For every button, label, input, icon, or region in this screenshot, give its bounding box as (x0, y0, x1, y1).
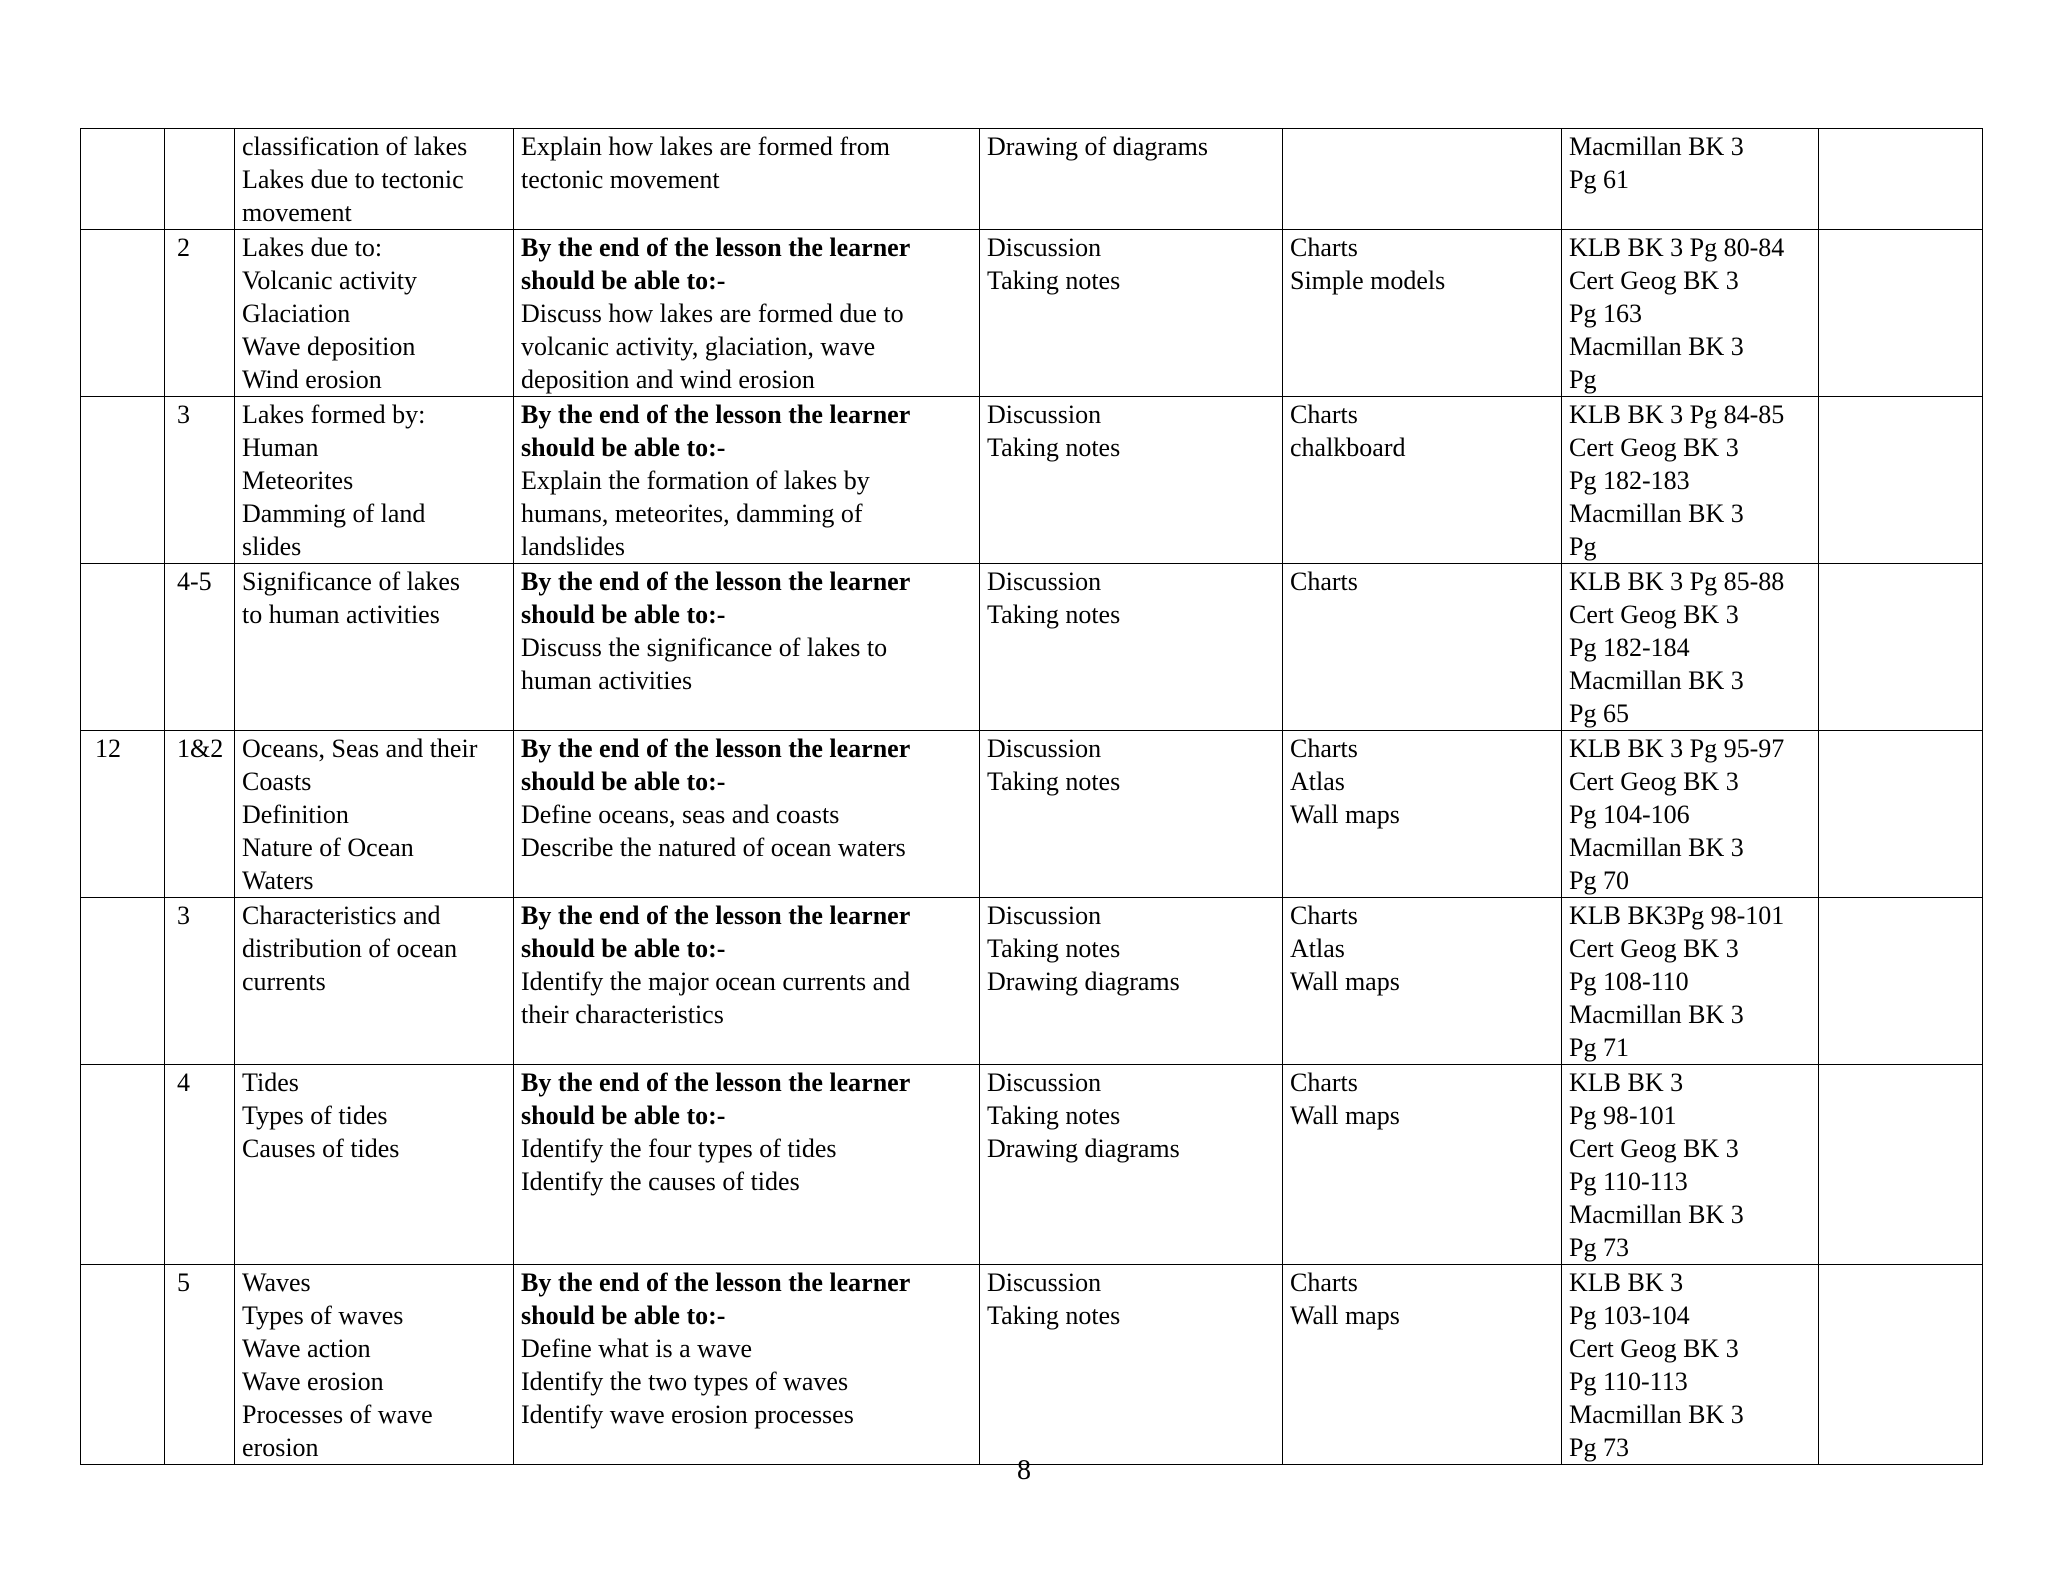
cell-line: volcanic activity, glaciation, wave (521, 332, 876, 361)
cell-line: Tides (242, 1068, 299, 1097)
activities-cell (980, 397, 1283, 564)
cell-line: Pg 98-101 (1569, 1101, 1677, 1130)
cell-line: Glaciation (242, 299, 351, 328)
cell-line: Cert Geog BK 3 (1569, 266, 1739, 295)
cell-line: their characteristics (521, 1000, 724, 1029)
lesson-cell (165, 230, 235, 397)
cell-line: Charts (1290, 901, 1358, 930)
cell-line: Macmillan BK 3 (1569, 1200, 1744, 1229)
activities-cell (980, 129, 1283, 230)
cell-line: Explain the formation of lakes by (521, 466, 870, 495)
cell-line: KLB BK 3 Pg 95-97 (1569, 734, 1785, 763)
cell-line: should be able to:- (521, 600, 726, 629)
cell-line: Oceans, Seas and their (242, 734, 478, 763)
week-cell (81, 731, 165, 898)
cell-line: Wall maps (1290, 967, 1400, 996)
table-row (81, 1265, 1983, 1465)
remarks-cell (1819, 731, 1983, 898)
cell-line: classification of lakes (242, 132, 468, 161)
cell-line: KLB BK 3 (1569, 1268, 1684, 1297)
week-cell (81, 898, 165, 1065)
activities-cell (980, 564, 1283, 731)
resources-cell (1283, 1265, 1562, 1465)
cell-line: Wave action (242, 1334, 371, 1363)
cell-line: Pg 104-106 (1569, 800, 1690, 829)
cell-line: Drawing diagrams (987, 967, 1180, 996)
references-cell (1562, 898, 1819, 1065)
cell-line: Discussion (987, 567, 1102, 596)
cell-line: Wall maps (1290, 1101, 1400, 1130)
week-cell (81, 129, 165, 230)
topic-cell (235, 129, 514, 230)
cell-line: Identify the causes of tides (521, 1167, 800, 1196)
cell-line: By the end of the lesson the learner (521, 400, 911, 429)
table-row (81, 397, 1983, 564)
cell-line: Meteorites (242, 466, 354, 495)
cell-line: Macmillan BK 3 (1569, 666, 1744, 695)
activities-cell (980, 1265, 1283, 1465)
topic-cell (235, 230, 514, 397)
cell-line: Cert Geog BK 3 (1569, 767, 1739, 796)
cell-line: Cert Geog BK 3 (1569, 433, 1739, 462)
cell-line: to human activities (242, 600, 440, 629)
cell-line: 4 (177, 1068, 190, 1097)
table-body (81, 129, 1983, 1465)
cell-line: Cert Geog BK 3 (1569, 1134, 1739, 1163)
cell-line: movement (242, 198, 352, 227)
cell-line: should be able to:- (521, 266, 726, 295)
objectives-cell (514, 898, 980, 1065)
cell-line: should be able to:- (521, 767, 726, 796)
cell-line: Macmillan BK 3 (1569, 499, 1744, 528)
topic-cell (235, 898, 514, 1065)
cell-line: erosion (242, 1433, 319, 1462)
cell-line: Identify wave erosion processes (521, 1400, 854, 1429)
cell-line: Macmillan BK 3 (1569, 132, 1744, 161)
objectives-cell (514, 1265, 980, 1465)
remarks-cell (1819, 564, 1983, 731)
cell-line: Discussion (987, 734, 1102, 763)
cell-line: Pg 163 (1569, 299, 1642, 328)
remarks-cell (1819, 397, 1983, 564)
cell-line: Lakes formed by: (242, 400, 426, 429)
cell-line: should be able to:- (521, 433, 726, 462)
table-row (81, 129, 1983, 230)
week-cell (81, 1065, 165, 1265)
cell-line: should be able to:- (521, 934, 726, 963)
cell-line: Cert Geog BK 3 (1569, 600, 1739, 629)
cell-line: Taking notes (987, 266, 1121, 295)
topic-cell (235, 564, 514, 731)
cell-line: Simple models (1290, 266, 1446, 295)
cell-line: 5 (177, 1268, 190, 1297)
cell-line: Identify the four types of tides (521, 1134, 837, 1163)
cell-line: Discussion (987, 400, 1102, 429)
cell-line: 1&2 (177, 734, 224, 763)
resources-cell (1283, 898, 1562, 1065)
remarks-cell (1819, 230, 1983, 397)
cell-line: Macmillan BK 3 (1569, 833, 1744, 862)
cell-line: Define oceans, seas and coasts (521, 800, 840, 829)
cell-line: Pg 73 (1569, 1433, 1629, 1462)
table-row (81, 898, 1983, 1065)
cell-line: Taking notes (987, 934, 1121, 963)
cell-line: Taking notes (987, 1301, 1121, 1330)
table-row (81, 564, 1983, 731)
cell-line: Pg 182-184 (1569, 633, 1690, 662)
topic-cell (235, 731, 514, 898)
lesson-cell (165, 564, 235, 731)
cell-line: KLB BK 3 (1569, 1068, 1684, 1097)
cell-line: Discussion (987, 1068, 1102, 1097)
cell-line: Define what is a wave (521, 1334, 753, 1363)
lesson-cell (165, 898, 235, 1065)
page-number: 8 (1017, 1455, 1031, 1486)
cell-line: Cert Geog BK 3 (1569, 934, 1739, 963)
lesson-cell (165, 1265, 235, 1465)
cell-line: Macmillan BK 3 (1569, 1000, 1744, 1029)
cell-line: Damming of land (242, 499, 426, 528)
objectives-cell (514, 731, 980, 898)
remarks-cell (1819, 1265, 1983, 1465)
cell-line: tectonic movement (521, 165, 720, 194)
resources-cell (1283, 1065, 1562, 1265)
cell-line: Charts (1290, 1068, 1358, 1097)
cell-line: Pg 103-104 (1569, 1301, 1690, 1330)
week-cell (81, 397, 165, 564)
table-row (81, 1065, 1983, 1265)
references-cell (1562, 129, 1819, 230)
cell-line: Processes of wave (242, 1400, 433, 1429)
cell-line: 3 (177, 400, 190, 429)
cell-line: Pg 182-183 (1569, 466, 1690, 495)
cell-line: By the end of the lesson the learner (521, 734, 911, 763)
cell-line: Atlas (1290, 767, 1345, 796)
cell-line: Discuss the significance of lakes to (521, 633, 888, 662)
cell-line: Macmillan BK 3 (1569, 332, 1744, 361)
cell-line: Significance of lakes (242, 567, 461, 596)
cell-line: Identify the two types of waves (521, 1367, 849, 1396)
cell-line: Discussion (987, 233, 1102, 262)
cell-line: Nature of Ocean (242, 833, 414, 862)
cell-line: should be able to:- (521, 1301, 726, 1330)
cell-line: Taking notes (987, 767, 1121, 796)
references-cell (1562, 564, 1819, 731)
objectives-cell (514, 1065, 980, 1265)
objectives-cell (514, 230, 980, 397)
cell-line: Macmillan BK 3 (1569, 1400, 1744, 1429)
cell-line: deposition and wind erosion (521, 365, 815, 394)
cell-line: Charts (1290, 567, 1358, 596)
activities-cell (980, 1065, 1283, 1265)
objectives-cell (514, 564, 980, 731)
week-cell (81, 564, 165, 731)
resources-cell (1283, 129, 1562, 230)
cell-line: Waters (242, 866, 314, 895)
cell-line: Explain how lakes are formed from (521, 132, 890, 161)
cell-line: chalkboard (1290, 433, 1406, 462)
references-cell (1562, 731, 1819, 898)
cell-line: landslides (521, 532, 625, 561)
cell-line: Pg 65 (1569, 699, 1629, 728)
week-cell (81, 1265, 165, 1465)
cell-line: humans, meteorites, damming of (521, 499, 863, 528)
cell-line: Pg (1569, 365, 1597, 394)
objectives-cell (514, 129, 980, 230)
cell-line: Wall maps (1290, 800, 1400, 829)
cell-line: By the end of the lesson the learner (521, 1068, 911, 1097)
cell-line: Causes of tides (242, 1134, 400, 1163)
table-row (81, 230, 1983, 397)
cell-line: Drawing diagrams (987, 1134, 1180, 1163)
cell-line: Discussion (987, 1268, 1102, 1297)
remarks-cell (1819, 129, 1983, 230)
cell-line: Pg 71 (1569, 1033, 1629, 1062)
cell-line: Discuss how lakes are formed due to (521, 299, 904, 328)
cell-line: Charts (1290, 233, 1358, 262)
cell-line: Taking notes (987, 1101, 1121, 1130)
lesson-cell (165, 129, 235, 230)
objectives-cell (514, 397, 980, 564)
remarks-cell (1819, 898, 1983, 1065)
cell-line: Lakes due to: (242, 233, 383, 262)
scheme-of-work-table (80, 128, 1983, 1465)
cell-line: KLB BK 3 Pg 84-85 (1569, 400, 1785, 429)
cell-line: Pg 61 (1569, 165, 1629, 194)
cell-line: Taking notes (987, 433, 1121, 462)
cell-line: Wave deposition (242, 332, 416, 361)
cell-line: Wave erosion (242, 1367, 384, 1396)
cell-line: should be able to:- (521, 1101, 726, 1130)
cell-line: Cert Geog BK 3 (1569, 1334, 1739, 1363)
cell-line: Waves (242, 1268, 311, 1297)
cell-line: distribution of ocean (242, 934, 458, 963)
activities-cell (980, 731, 1283, 898)
cell-line: Wall maps (1290, 1301, 1400, 1330)
cell-line: Identify the major ocean currents and (521, 967, 911, 996)
lesson-cell (165, 731, 235, 898)
cell-line: currents (242, 967, 326, 996)
cell-line: Drawing of diagrams (987, 132, 1208, 161)
week-cell (81, 230, 165, 397)
cell-line: 3 (177, 901, 190, 930)
cell-line: 2 (177, 233, 190, 262)
cell-line: Describe the natured of ocean waters (521, 833, 906, 862)
cell-line: 4-5 (177, 567, 212, 596)
resources-cell (1283, 397, 1562, 564)
cell-line: slides (242, 532, 302, 561)
cell-line: Charts (1290, 734, 1358, 763)
references-cell (1562, 1265, 1819, 1465)
cell-line: Pg 108-110 (1569, 967, 1689, 996)
cell-line: Charts (1290, 400, 1358, 429)
cell-line: Pg (1569, 532, 1597, 561)
lesson-cell (165, 1065, 235, 1265)
cell-line: Pg 73 (1569, 1233, 1629, 1262)
cell-line: Human (242, 433, 319, 462)
topic-cell (235, 1265, 514, 1465)
cell-line: Volcanic activity (242, 266, 417, 295)
cell-line: Discussion (987, 901, 1102, 930)
topic-cell (235, 1065, 514, 1265)
cell-line: Taking notes (987, 600, 1121, 629)
cell-line: human activities (521, 666, 693, 695)
cell-line: By the end of the lesson the learner (521, 233, 911, 262)
topic-cell (235, 397, 514, 564)
cell-line: Coasts (242, 767, 312, 796)
resources-cell (1283, 230, 1562, 397)
lesson-cell (165, 397, 235, 564)
cell-line: Types of waves (242, 1301, 404, 1330)
cell-line: KLB BK 3 Pg 85-88 (1569, 567, 1785, 596)
cell-line: By the end of the lesson the learner (521, 901, 911, 930)
cell-line: Pg 110-113 (1569, 1367, 1688, 1396)
references-cell (1562, 230, 1819, 397)
references-cell (1562, 1065, 1819, 1265)
cell-line: Wind erosion (242, 365, 382, 394)
cell-line: By the end of the lesson the learner (521, 567, 911, 596)
cell-line: Pg 110-113 (1569, 1167, 1688, 1196)
cell-line: 12 (95, 734, 121, 763)
cell-line: Lakes due to tectonic (242, 165, 464, 194)
cell-line: Definition (242, 800, 349, 829)
remarks-cell (1819, 1065, 1983, 1265)
cell-line: Pg 70 (1569, 866, 1629, 895)
resources-cell (1283, 564, 1562, 731)
cell-line: Charts (1290, 1268, 1358, 1297)
references-cell (1562, 397, 1819, 564)
cell-line: Atlas (1290, 934, 1345, 963)
table-row (81, 731, 1983, 898)
cell-line: Characteristics and (242, 901, 441, 930)
cell-line: KLB BK 3 Pg 80-84 (1569, 233, 1785, 262)
cell-line: KLB BK3Pg 98-101 (1569, 901, 1785, 930)
cell-line: By the end of the lesson the learner (521, 1268, 911, 1297)
activities-cell (980, 898, 1283, 1065)
cell-line: Types of tides (242, 1101, 388, 1130)
resources-cell (1283, 731, 1562, 898)
activities-cell (980, 230, 1283, 397)
